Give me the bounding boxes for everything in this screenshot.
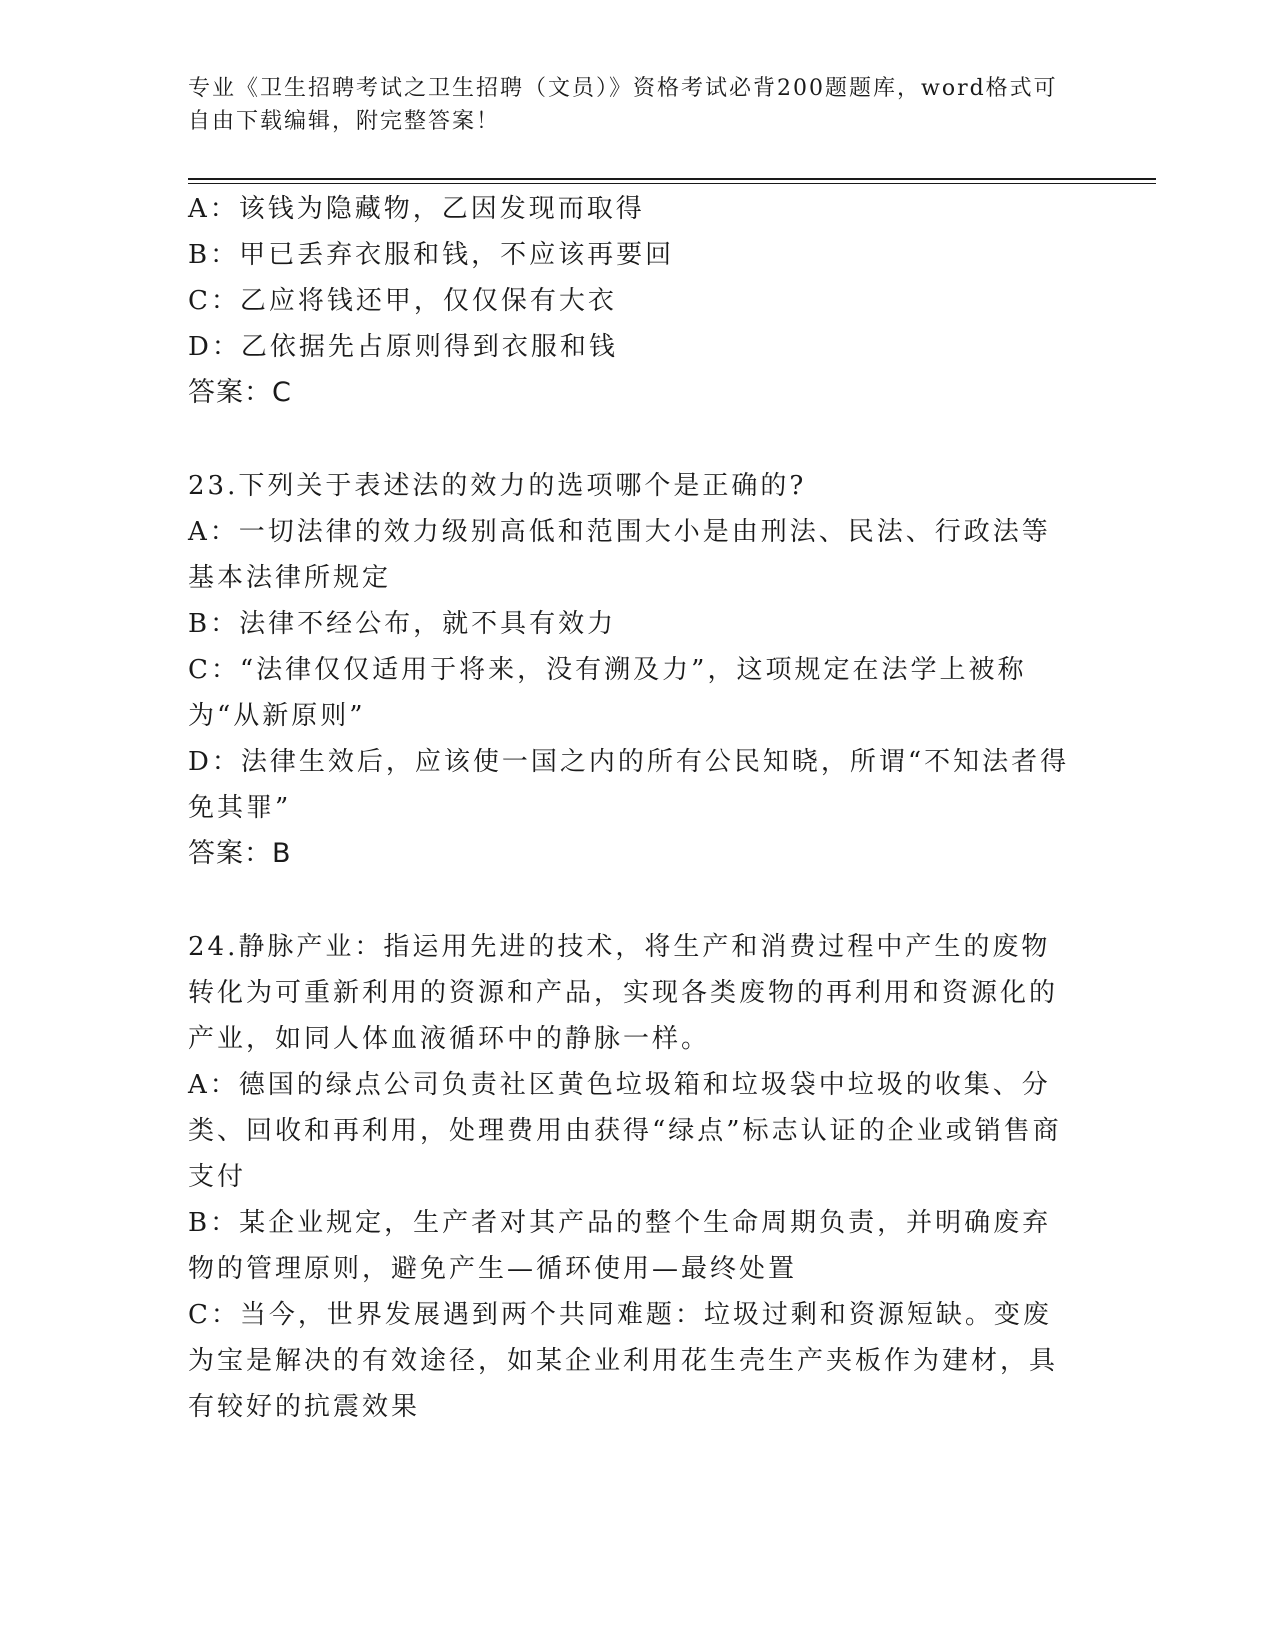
header-divider-thin (188, 183, 1156, 184)
option-b: B：甲已丢弃衣服和钱，不应该再要回 (188, 240, 675, 270)
option-c: C：乙应将钱还甲，仅仅保有大衣 (188, 286, 617, 316)
option-a: A：该钱为隐藏物，乙因发现而取得 (188, 194, 645, 224)
question-23 (188, 463, 1078, 877)
header-divider (188, 178, 1156, 180)
question-content (188, 186, 1078, 1430)
spacer (188, 877, 1078, 924)
option-c: C：当今，世界发展遇到两个共同难题：垃圾过剩和资源短缺。变废为宝是解决的有效途径，如某企业利用花生壳生产夹板作为建材，具有较好的抗震效果 (188, 1300, 1059, 1422)
answer: 答案：C (188, 377, 292, 408)
option-b: B：法律不经公布，就不具有效力 (188, 609, 617, 639)
question-22 (188, 186, 1078, 416)
option-a: A：一切法律的效力级别高低和范围大小是由刑法、民法、行政法等基本法律所规定 (188, 517, 1051, 593)
option-d: D：乙依据先占原则得到衣服和钱 (188, 332, 618, 362)
option-d: D：法律生效后，应该使一国之内的所有公民知晓，所谓“不知法者得免其罪” (188, 747, 1070, 823)
question-text: 23.下列关于表述法的效力的选项哪个是正确的? (188, 471, 807, 501)
option-a: A：德国的绿点公司负责社区黄色垃圾箱和垃圾袋中垃圾的收集、分类、回收和再利用，处理费用由获得“绿点”标志认证的企业或销售商支付 (188, 1070, 1062, 1192)
page-header: 专业《卫生招聘考试之卫生招聘（文员）》资格考试必背200题题库，word格式可自由下载编辑，附完整答案！ (188, 76, 1058, 134)
question-text: 24.静脉产业：指运用先进的技术，将生产和消费过程中产生的废物转化为可重新利用的资源和产品，实现各类废物的再利用和资源化的产业，如同人体血液循环中的静脉一样。 (188, 932, 1059, 1054)
option-b: B：某企业规定，生产者对其产品的整个生命周期负责，并明确废弃物的管理原则，避免产生—循环使用—最终处置 (188, 1208, 1052, 1284)
question-24 (188, 924, 1078, 1430)
spacer (188, 416, 1078, 463)
answer: 答案：B (188, 838, 292, 869)
option-c: C：“法律仅仅适用于将来，没有溯及力”，这项规定在法学上被称为“从新原则” (188, 655, 1027, 731)
